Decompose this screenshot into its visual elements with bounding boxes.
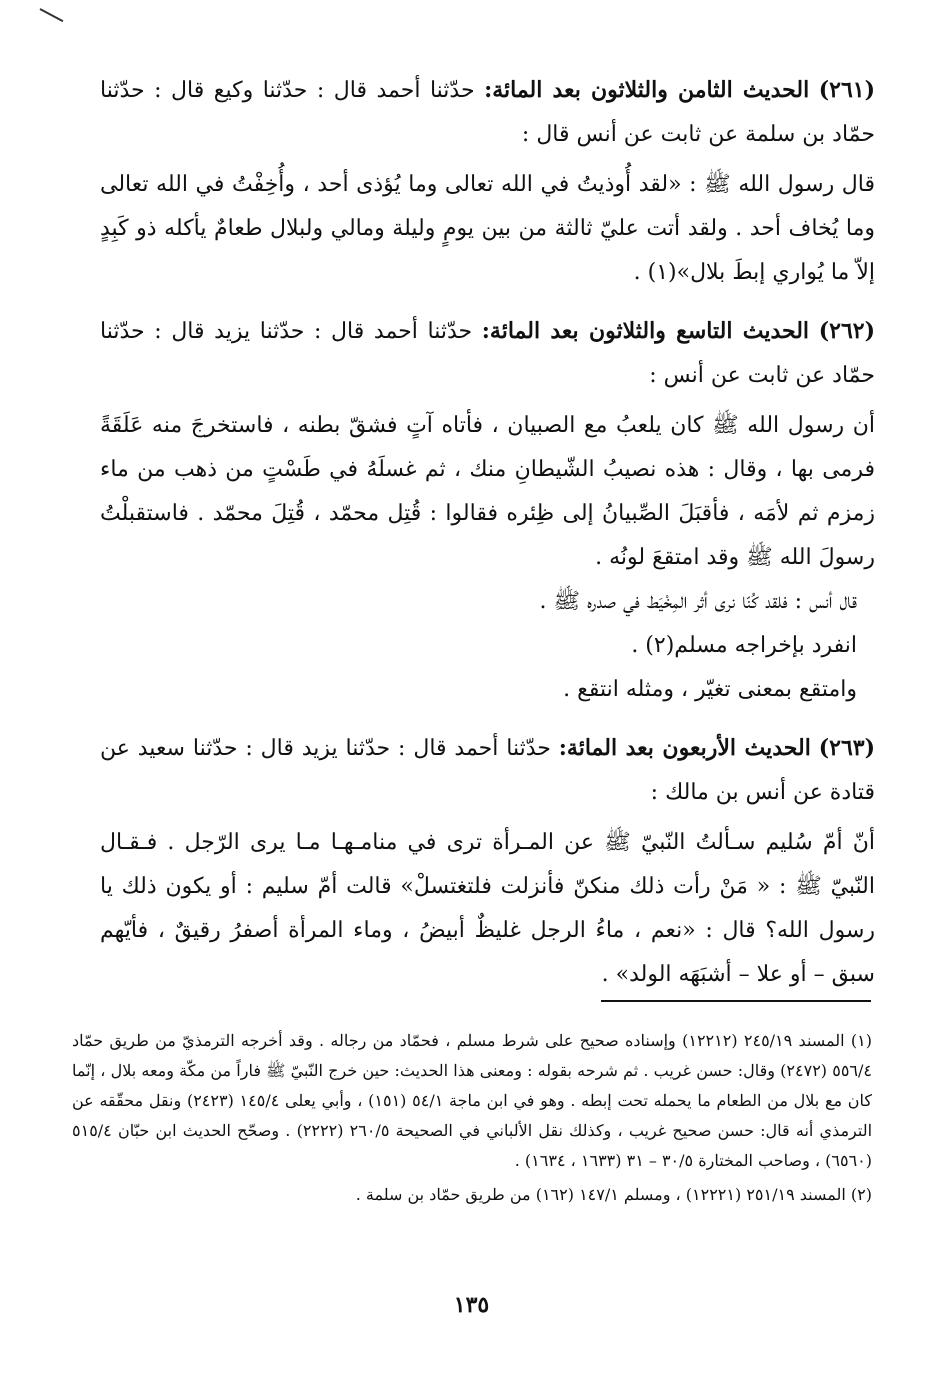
hadith-note: وامتقع بمعنى تغيّر ، ومثله انتقع . <box>563 677 857 702</box>
hadith-title: الحديث التاسع والثلاثون بعد المائة: <box>481 318 810 344</box>
hadith-number: (٢٦٣) <box>818 735 875 761</box>
hadith-261 <box>100 68 875 295</box>
footnote-1: (١) المسند ٢٤٥/١٩ (١٢٢١٢) وإسناده صحيح على شرط مسلم ، فحمّاد من رجاله . وقد أخرجه الترمذيّ من طريق حمّاد ٥٥٦/٤ (٢٤٧٢) وقال: حسن غريب . ثم شرحه بقوله : ومعنى هذا الحديث: حين خرج النّبيّ ﷺ فاراً من مكّة ومعه بلال ، إنّما كان مع بلال من الطعام ما يحمله تحت إبطه . وهو في ابن ماجة ٥٤/١ (١٥١) ، وأبي يعلى ١٤٥/٤ (٢٤٢٣) ونقل محقّقه عن الترمذي أنه قال: حسن صحيح غريب ، وكذلك نقل الألباني في الصحيحة ٢٦٠/٥ (٢٢٢٢) . وصحّح الحديث ابن حبّان ٥١٥/٤ (٦٥٦٠) ، وصاحب المختارة ٣٠/٥ – ٣١ (١٦٣٣ ، ١٦٣٤) . <box>72 1031 873 1170</box>
hadith-heading <box>100 309 875 398</box>
hadith-heading <box>100 68 875 157</box>
hadith-heading <box>100 726 875 815</box>
hadith-262 <box>100 309 875 712</box>
scan-mark <box>40 8 64 22</box>
footnote-separator <box>601 1000 871 1002</box>
page-number: ١٣٥ <box>453 1292 490 1318</box>
hadith-chain: حدّثنا أحمد قال : حدّثنا يزيد قال : حدّثنا حمّاد عن ثابت عن أنس : <box>100 319 875 388</box>
hadith-note: قال أنس : فلقد كُنّا نرى أثر المِخْيَط في صدره ﷺ . <box>539 589 857 614</box>
hadith-chain: حدّثنا أحمد قال : حدّثنا وكيع قال : حدّثنا حمّاد بن سلمة عن ثابت عن أنس قال : <box>100 78 875 147</box>
hadith-chain: حدّثنا أحمد قال : حدّثنا يزيد قال : حدّثنا سعيد عن قتادة عن أنس بن مالك : <box>100 736 875 805</box>
footnote-2: (٢) المسند ٢٥١/١٩ (١٢٢٢١) ، ومسلم ١٤٧/١ (١٦٢) من طريق حمّاد بن سلمة . <box>355 1185 872 1204</box>
hadith-title: الحديث الثامن والثلاثون بعد المائة: <box>484 77 810 103</box>
hadith-title: الحديث الأربعون بعد المائة: <box>558 735 811 761</box>
hadith-body: قال رسول الله ﷺ : «لقد أُوذيتُ في الله تعالى وما يُؤذى أحد ، وأُخِفْتُ في الله تعالى وما يُخاف أحد . ولقد أتت عليّ ثالثة من بين يومٍ وليلة ومالي ولبلال طعامٌ يأكله ذو كَبِدٍ إلاّ ما يُواري إبطَ بلال»(١) . <box>100 172 875 285</box>
hadith-body: أنّ أمّ سُليم سـألتُ النّبيّ ﷺ عن المـرأة ترى في منامـهـا مـا يرى الرّجل . فـقـال النّبيّ ﷺ : « مَنْ رأت ذلك منكنّ فأنزلت فلتغتسلْ» قالت أمّ سليم : أو يكون ذلك يا رسول الله؟ قال : «نعم ، ماءُ الرجل غليظٌ أبيضُ ، وماء المرأة أصفرُ رقيقٌ ، فأيّهم سبق – أو علا – أشبَهَه الولد» . <box>100 830 875 987</box>
hadith-note: انفرد بإخراجه مسلم(٢) . <box>631 633 857 658</box>
hadith-body: أن رسول الله ﷺ كان يلعبُ مع الصبيان ، فأتاه آتٍ فشقّ بطنه ، فاستخرجَ منه عَلَقَةً فرمى بها ، وقال : هذه نصيبُ الشّيطانِ منك ، ثم غسلَهُ في طَسْتٍ من ذهب من ماء زمزم ثم لأمَه ، فأقبَلَ الصِّبيانُ إلى ظِئره فقالوا : قُتِل محمّد ، قُتِلَ محمّد . فاستقبلْتُ رسولَ الله ﷺ وقد امتقعَ لونُه . <box>100 413 875 570</box>
hadith-number: (٢٦١) <box>818 77 875 103</box>
hadith-263 <box>100 726 875 997</box>
main-text <box>100 68 875 1011</box>
footnotes <box>72 1026 872 1214</box>
hadith-number: (٢٦٢) <box>818 318 875 344</box>
